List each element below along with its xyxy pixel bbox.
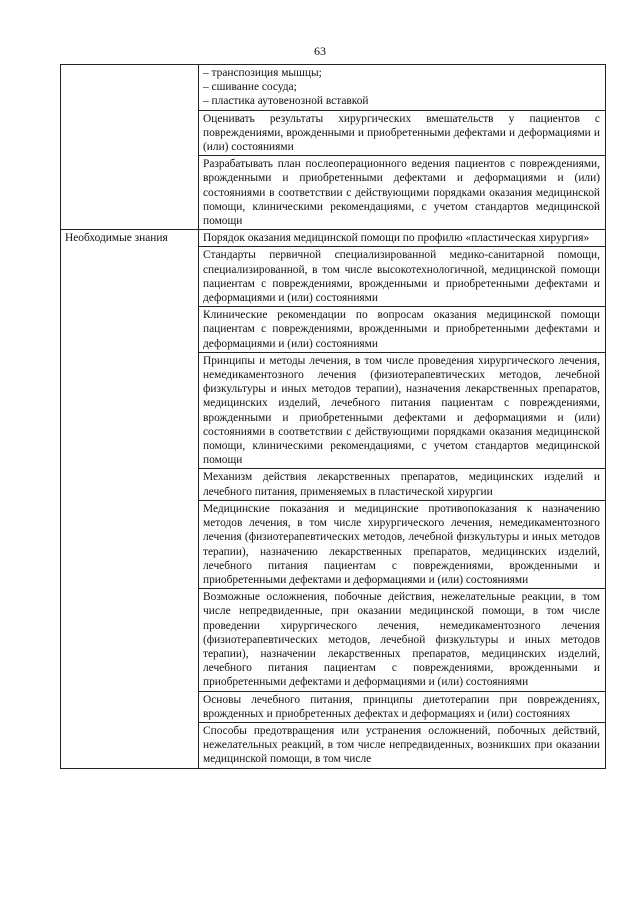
knowledge-cell: Способы предотвращения или устранения осложнений, побочных действий, нежелательных реакций, в том числе непредвиденных, возникших при оказании медицинской помощи, в том числе <box>199 722 606 768</box>
table-row <box>61 230 606 247</box>
competency-table <box>60 64 606 769</box>
knowledge-cell: Медицинские показания и медицинские противопоказания к назначению методов лечения, в том числе хирургического лечения, немедикаментозного лечения (физиотерапевтических методов, лечебной физкультуры и иных методов терапии), назначению лекарственных препаратов, медицинских изделий, лечебного питания пациентам с повреждениями, врожденными и приобретенными дефектами и деформациями и (или) состояниями <box>199 500 606 588</box>
list-item: – транспозиция мышцы; <box>203 67 322 79</box>
knowledge-label: Необходимые знания <box>61 230 199 768</box>
knowledge-cell: Порядок оказания медицинской помощи по профилю «пластическая хирургия» <box>199 230 606 247</box>
knowledge-cell: Клинические рекомендации по вопросам оказания медицинской помощи пациентам с повреждениями, врожденными и приобретенными дефектами и деформациями и (или) состояниями <box>199 307 606 353</box>
skill-cell: Оценивать результаты хирургических вмешательств у пациентов с повреждениями, врожденными и приобретенными дефектами и деформациями и (или) состояниями <box>199 110 606 156</box>
top-block-cell <box>199 65 606 111</box>
knowledge-cell: Возможные осложнения, побочные действия, нежелательные реакции, в том числе непредвиденные, при оказании медицинской помощи, в том числе проведении хирургического лечения, немедикаментозного лечения (физиотерапевтических методов, лечебной физкультуры и иных методов терапии), назначении лекарственных препаратов, медицинских изделий, лечебного питания пациентам с повреждениями, врожденными и приобретенными дефектами и деформациями и (или) состояниями <box>199 589 606 691</box>
knowledge-cell: Основы лечебного питания, принципы диетотерапии при повреждениях, врожденных и приобретенных дефектах и деформациях и (или) состояниях <box>199 691 606 722</box>
list-item: – пластика аутовенозной вставкой <box>203 95 369 108</box>
empty-label-cell <box>61 65 199 230</box>
knowledge-cell: Стандарты первичной специализированной медико-санитарной помощи, специализированной, в том числе высокотехнологичной, медицинской помощи пациентам с повреждениями, врожденными и приобретенными дефектами и деформациями и (или) состояниями <box>199 247 606 307</box>
page-number: 63 <box>314 44 326 58</box>
list-item: – сшивание сосуда; <box>203 81 297 94</box>
knowledge-cell: Механизм действия лекарственных препаратов, медицинских изделий и лечебного питания, применяемых в пластической хирургии <box>199 469 606 500</box>
table-row <box>61 65 606 111</box>
knowledge-cell: Принципы и методы лечения, в том числе проведения хирургического лечения, немедикаментозного лечения (физиотерапевтических методов, лечебной физкультуры и иных методов терапии), назначения лекарственных препаратов, медицинских изделий, лечебного питания пациентам с повреждениями, врожденными и приобретенными дефектами и деформациями и (или) состояниями в соответствии с действующими порядками оказания медицинской помощи, клиническими рекомендациями, с учетом стандартов медицинской помощи <box>199 352 606 469</box>
skill-cell: Разрабатывать план послеоперационного ведения пациентов с повреждениями, врожденными и приобретенными дефектами и деформациями и (или) состояниями в соответствии с действующими порядками оказания медицинской помощи, клиническими рекомендациями, с учетом стандартов медицинской помощи <box>199 156 606 230</box>
